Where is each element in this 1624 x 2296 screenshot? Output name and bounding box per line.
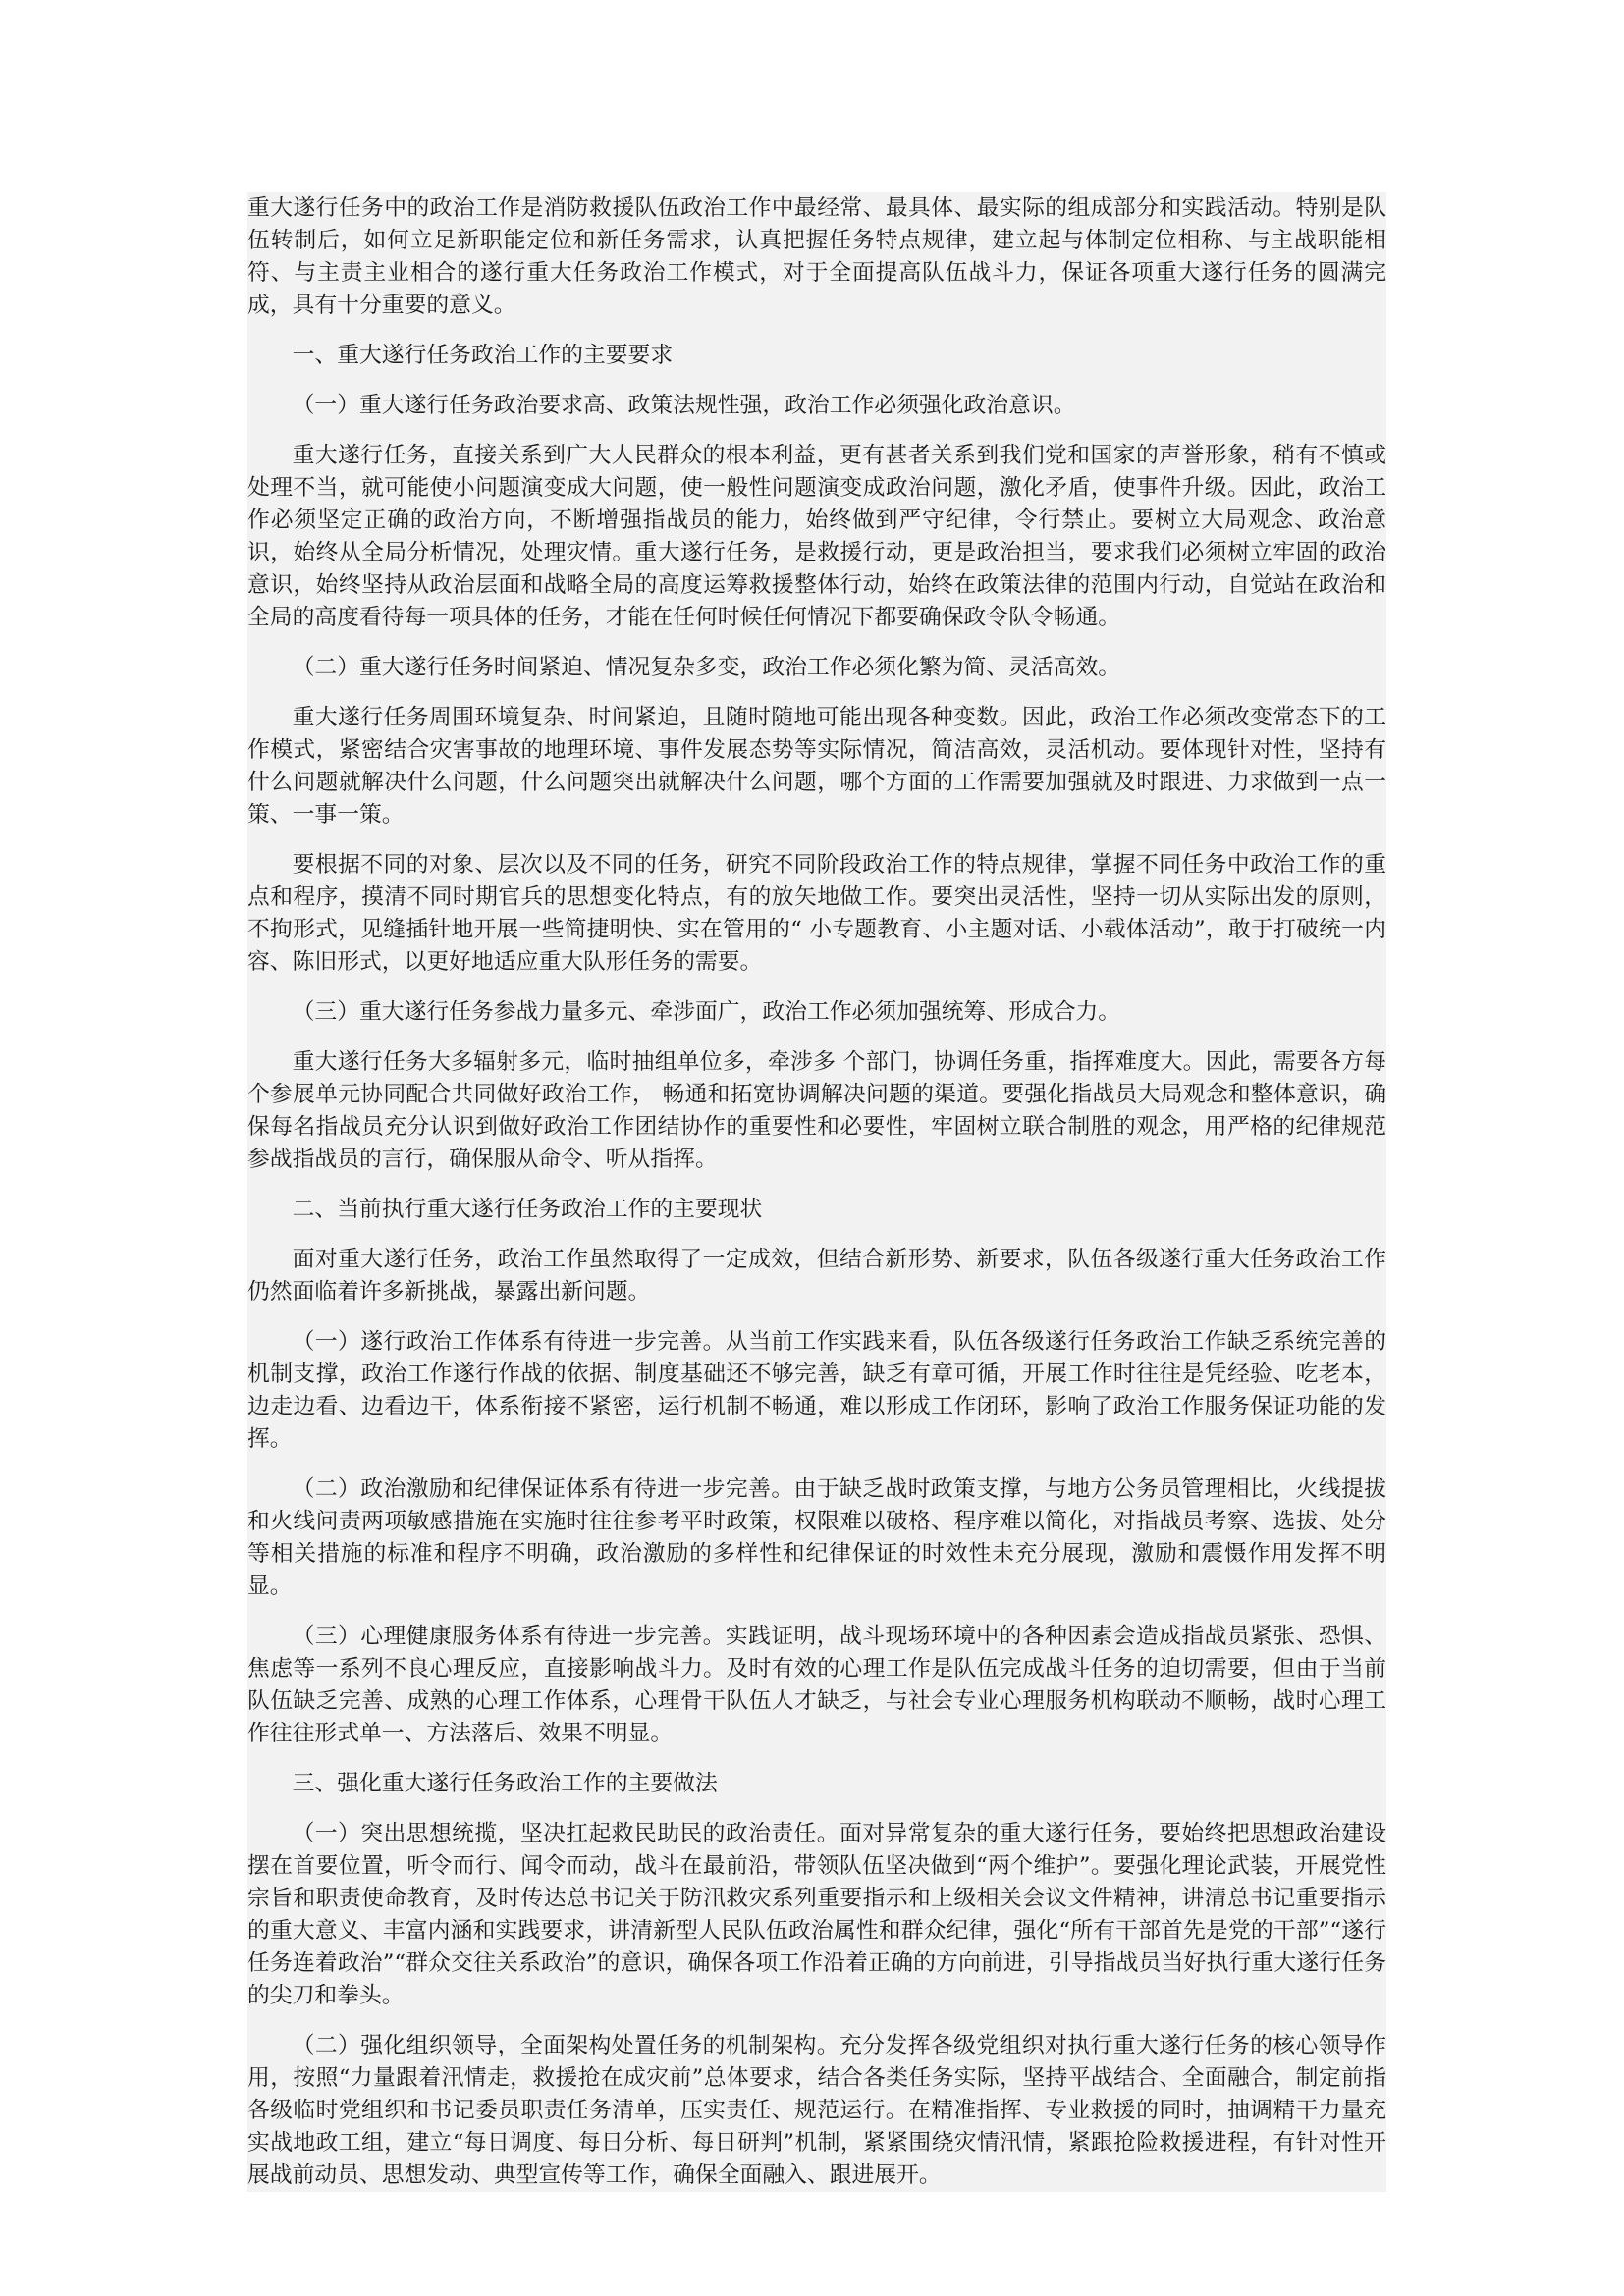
section-heading-1: 一、重大遂行任务政治工作的主要要求 [292, 343, 674, 368]
subheading-1-1: （一）重大遂行任务政治要求高、政策法规性强，政治工作必须强化政治意识。 [292, 393, 1076, 418]
paragraph-10: （二）强化组织领导，全面架构处置任务的机制架构。充分发挥各级党组织对执行重大遂行任务的核心领导作用，按照“力量跟着汛情走，救援抢在成灾前”总体要求，结合各类任务实际，坚持平战结合、全面融合，制定前指各级临时党组织和书记委员职责任务清单，压实责任、规范运行。在精准指挥、专业救援的同时，抽调精干力量充实战地政工组，建立“每日调度、每日分析、每日研判”机制，紧紧围绕灾情汛情，紧跟抢险救援进程，有针对性开展战前动员、思想发动、典型宣传等工作，确保全面融入、跟进展开。 [247, 2033, 1386, 2188]
paragraph-6: （一）遂行政治工作体系有待进一步完善。从当前工作实践来看，队伍各级遂行任务政治工作缺乏系统完善的机制支撑，政治工作遂行作战的依据、制度基础还不够完善，缺乏有章可循，开展工作时往往是凭经验、吃老本，边走边看、边看边干，体系衔接不紧密，运行机制不畅通，难以形成工作闭环，影响了政治工作服务保证功能的发挥。 [247, 1329, 1386, 1452]
paragraph-5: 面对重大遂行任务，政治工作虽然取得了一定成效，但结合新形势、新要求，队伍各级遂行重大任务政治工作仍然面临着许多新挑战，暴露出新问题。 [247, 1247, 1386, 1305]
section-heading-3: 三、强化重大遂行任务政治工作的主要做法 [292, 1771, 718, 1796]
paragraph-2: 重大遂行任务周围环境复杂、时间紧迫，且随时随地可能出现各种变数。因此，政治工作必须改变常态下的工作模式，紧密结合灾害事故的地理环境、事件发展态势等实际情况，简洁高效，灵活机动。要体现针对性，坚持有什么问题就解决什么问题，什么问题突出就解决什么问题，哪个方面的工作需要加强就及时跟进、力求做到一点一策、一事一策。 [247, 705, 1386, 828]
paragraph-8: （三）心理健康服务体系有待进一步完善。实践证明，战斗现场环境中的各种因素会造成指战员紧张、恐惧、焦虑等一系列不良心理反应，直接影响战斗力。及时有效的心理工作是队伍完成战斗任务的迫切需要，但由于当前队伍缺乏完善、成熟的心理工作体系，心理骨干队伍人才缺乏，与社会专业心理服务机构联动不顺畅，战时心理工作往往形式单一、方法落后、效果不明显。 [247, 1624, 1386, 1746]
paragraph-4: 重大遂行任务大多辐射多元，临时抽组单位多，牵涉多 个部门，协调任务重，指挥难度大。因此，需要各方每个参展单元协同配合共同做好政治工作， 畅通和拓宽协调解决问题的渠道。要强化指战员大局观念和整体意识，确保每名指战员充分认识到做好政治工作团结协作的重要性和必要性，牢固树立联合制胜的观念，用严格的纪律规范参战指战员的言行，确保服从命令、听从指挥。 [247, 1049, 1386, 1172]
subheading-1-2: （二）重大遂行任务时间紧迫、情况复杂多变，政治工作必须化繁为简、灵活高效。 [292, 655, 1121, 680]
document-page [247, 192, 1386, 2192]
section-heading-2: 二、当前执行重大遂行任务政治工作的主要现状 [292, 1197, 763, 1222]
paragraph-9: （一）突出思想统揽，坚决扛起救民助民的政治责任。面对异常复杂的重大遂行任务，要始终把思想政治建设摆在首要位置，听令而行、闻令而动，战斗在最前沿，带领队伍坚决做到“两个维护”。要强化理论武装，开展党性宗旨和职责使命教育，及时传达总书记关于防汛救灾系列重要指示和上级相关会议文件精神，讲清总书记重要指示的重大意义、丰富内涵和实践要求，讲清新型人民队伍政治属性和群众纪律，强化“所有干部首先是党的干部”“遂行任务连着政治”“群众交往关系政治”的意识，确保各项工作沿着正确的方向前进，引导指战员当好执行重大遂行任务的尖刀和拳头。 [247, 1821, 1386, 2008]
paragraph-7: （二）政治激励和纪律保证体系有待进一步完善。由于缺乏战时政策支撑，与地方公务员管理相比，火线提拔和火线问责两项敏感措施在实施时往往参考平时政策，权限难以破格、程序难以简化，对指战员考察、选拔、处分等相关措施的标准和程序不明确，政治激励的多样性和纪律保证的时效性未充分展现，激励和震慑作用发挥不明显。 [247, 1476, 1386, 1599]
paragraph-1: 重大遂行任务，直接关系到广大人民群众的根本利益，更有甚者关系到我们党和国家的声誉形象，稍有不慎或处理不当，就可能使小问题演变成大问题，使一般性问题演变成政治问题，激化矛盾，使事件升级。因此，政治工作必须坚定正确的政治方向，不断增强指战员的能力，始终做到严守纪律，令行禁止。要树立大局观念、政治意识，始终从全局分析情况，处理灾情。重大遂行任务，是救援行动，更是政治担当，要求我们必须树立牢固的政治意识，始终坚持从政治层面和战略全局的高度运筹救援整体行动，始终在政策法律的范围内行动，自觉站在政治和全局的高度看待每一项具体的任务，才能在任何时候任何情况下都要确保政令队令畅通。 [247, 443, 1386, 630]
subheading-1-3: （三）重大遂行任务参战力量多元、牵涉面广，政治工作必须加强统筹、形成合力。 [292, 999, 1121, 1025]
paragraph-3: 要根据不同的对象、层次以及不同的任务，研究不同阶段政治工作的特点规律，掌握不同任务中政治工作的重点和程序，摸清不同时期官兵的思想变化特点，有的放矢地做工作。要突出灵活性，坚持一切从实际出发的原则，不拘形式，见缝插针地开展一些简捷明快、实在管用的“ 小专题教育、小主题对话、小载体活动”，敢于打破统一内容、陈旧形式，以更好地适应重大队形任务的需要。 [247, 852, 1386, 975]
intro-paragraph: 重大遂行任务中的政治工作是消防救援队伍政治工作中最经常、最具体、最实际的组成部分和实践活动。特别是队伍转制后，如何立足新职能定位和新任务需求，认真把握任务特点规律，建立起与体制定位相称、与主战职能相符、与主责主业相合的遂行重大任务政治工作模式，对于全面提高队伍战斗力，保证各项重大遂行任务的圆满完成，具有十分重要的意义。 [247, 195, 1386, 318]
